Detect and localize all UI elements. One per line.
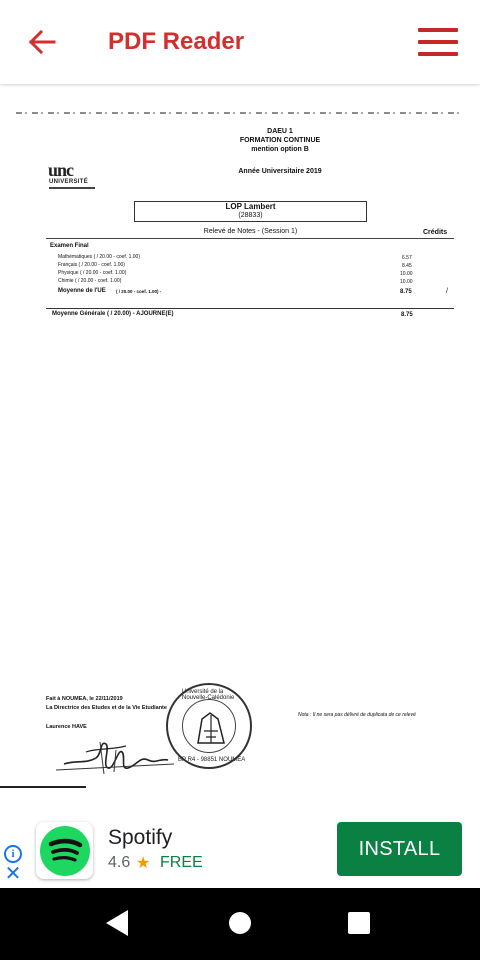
signatory-name: Laurence HAVE (46, 724, 87, 730)
stamp-text-top: Université de la Nouvelle-Calédonie (182, 689, 235, 701)
grade-row-subject: Chimie ( / 20.00 - coef. 1.00) (58, 278, 122, 284)
star-icon: ★ (136, 855, 151, 872)
ad-close-icon[interactable]: ✕ (4, 863, 22, 885)
logo-underline (49, 187, 95, 189)
nav-back-icon[interactable] (106, 910, 128, 936)
duplicate-note: Nota : Il ne sera pas délivré de duplicata de ce relevé (298, 712, 416, 718)
general-average-value: 8.75 (401, 312, 413, 318)
ad-banner[interactable] (0, 812, 480, 888)
ue-average-detail: ( / 20.00 - coef. 1.00) - (116, 289, 162, 294)
ad-info-icon[interactable]: i (4, 845, 22, 863)
back-arrow-icon[interactable] (24, 26, 60, 58)
doc-header-line2: FORMATION CONTINUE (239, 137, 321, 144)
academic-year: Année Universitaire 2019 (238, 168, 322, 175)
ad-price: FREE (160, 854, 203, 871)
nav-recents-icon[interactable] (348, 912, 370, 934)
university-logo (46, 160, 98, 198)
logo-text: UNIVERSITÉ (49, 179, 89, 185)
signature-image (56, 730, 176, 778)
grade-row-subject: Mathématiques ( / 20.00 - coef. 1.00) (58, 254, 140, 260)
stamp-emblem-icon (194, 709, 228, 747)
university-stamp (166, 683, 252, 769)
table-bottom-rule (46, 308, 454, 309)
table-top-rule (46, 238, 454, 239)
grade-row-subject: Français ( / 20.00 - coef. 1.00) (58, 262, 125, 268)
install-button[interactable]: INSTALL (337, 822, 462, 876)
ue-average-value: 8.75 (400, 289, 412, 295)
grade-row-value: 10.00 (400, 279, 413, 285)
ad-app-name[interactable]: Spotify (108, 826, 173, 849)
system-nav-bar (0, 888, 480, 960)
place-date: Fait à NOUMEA, le 22/11/2019 (46, 696, 123, 702)
spotify-logo-icon[interactable] (36, 822, 93, 879)
grade-row-subject: Physique ( / 20.00 - coef. 1.00) (58, 270, 127, 276)
general-average-label: Moyenne Générale ( / 20.00) - AJOURNE(E) (52, 311, 174, 317)
transcript-title: Relevé de Notes - (Session 1) (203, 228, 298, 235)
student-name: LOP Lambert (225, 202, 276, 211)
nav-home-icon[interactable] (229, 912, 251, 934)
ue-average-label: Moyenne de l'UE (58, 288, 106, 294)
hamburger-menu-icon[interactable] (414, 24, 462, 60)
student-id: (28833) (238, 212, 263, 219)
app-title: PDF Reader (108, 28, 245, 55)
scan-artifact-line (16, 112, 460, 114)
app-bar (0, 0, 480, 84)
exam-section-label: Examen Final (50, 243, 89, 249)
pdf-page[interactable] (0, 100, 480, 800)
scan-edge-line (0, 786, 86, 788)
stamp-text-bottom: BP R4 - 98851 NOUMEA (178, 757, 246, 763)
ad-rating: 4.6 (108, 854, 131, 871)
grade-row-value: 6.57 (402, 255, 412, 261)
grade-row-value: 8.45 (402, 263, 412, 269)
grade-row-value: 10.00 (400, 271, 413, 277)
doc-header-line3: mention option B (251, 146, 309, 153)
logo-mark: unc (48, 160, 74, 180)
credits-header: Crédits (423, 229, 448, 236)
signatory-title: La Directrice des Etudes et de la Vie Etudiante (46, 705, 167, 711)
ue-credits: / (446, 288, 448, 295)
doc-header-line1: DAEU 1 (267, 128, 293, 135)
